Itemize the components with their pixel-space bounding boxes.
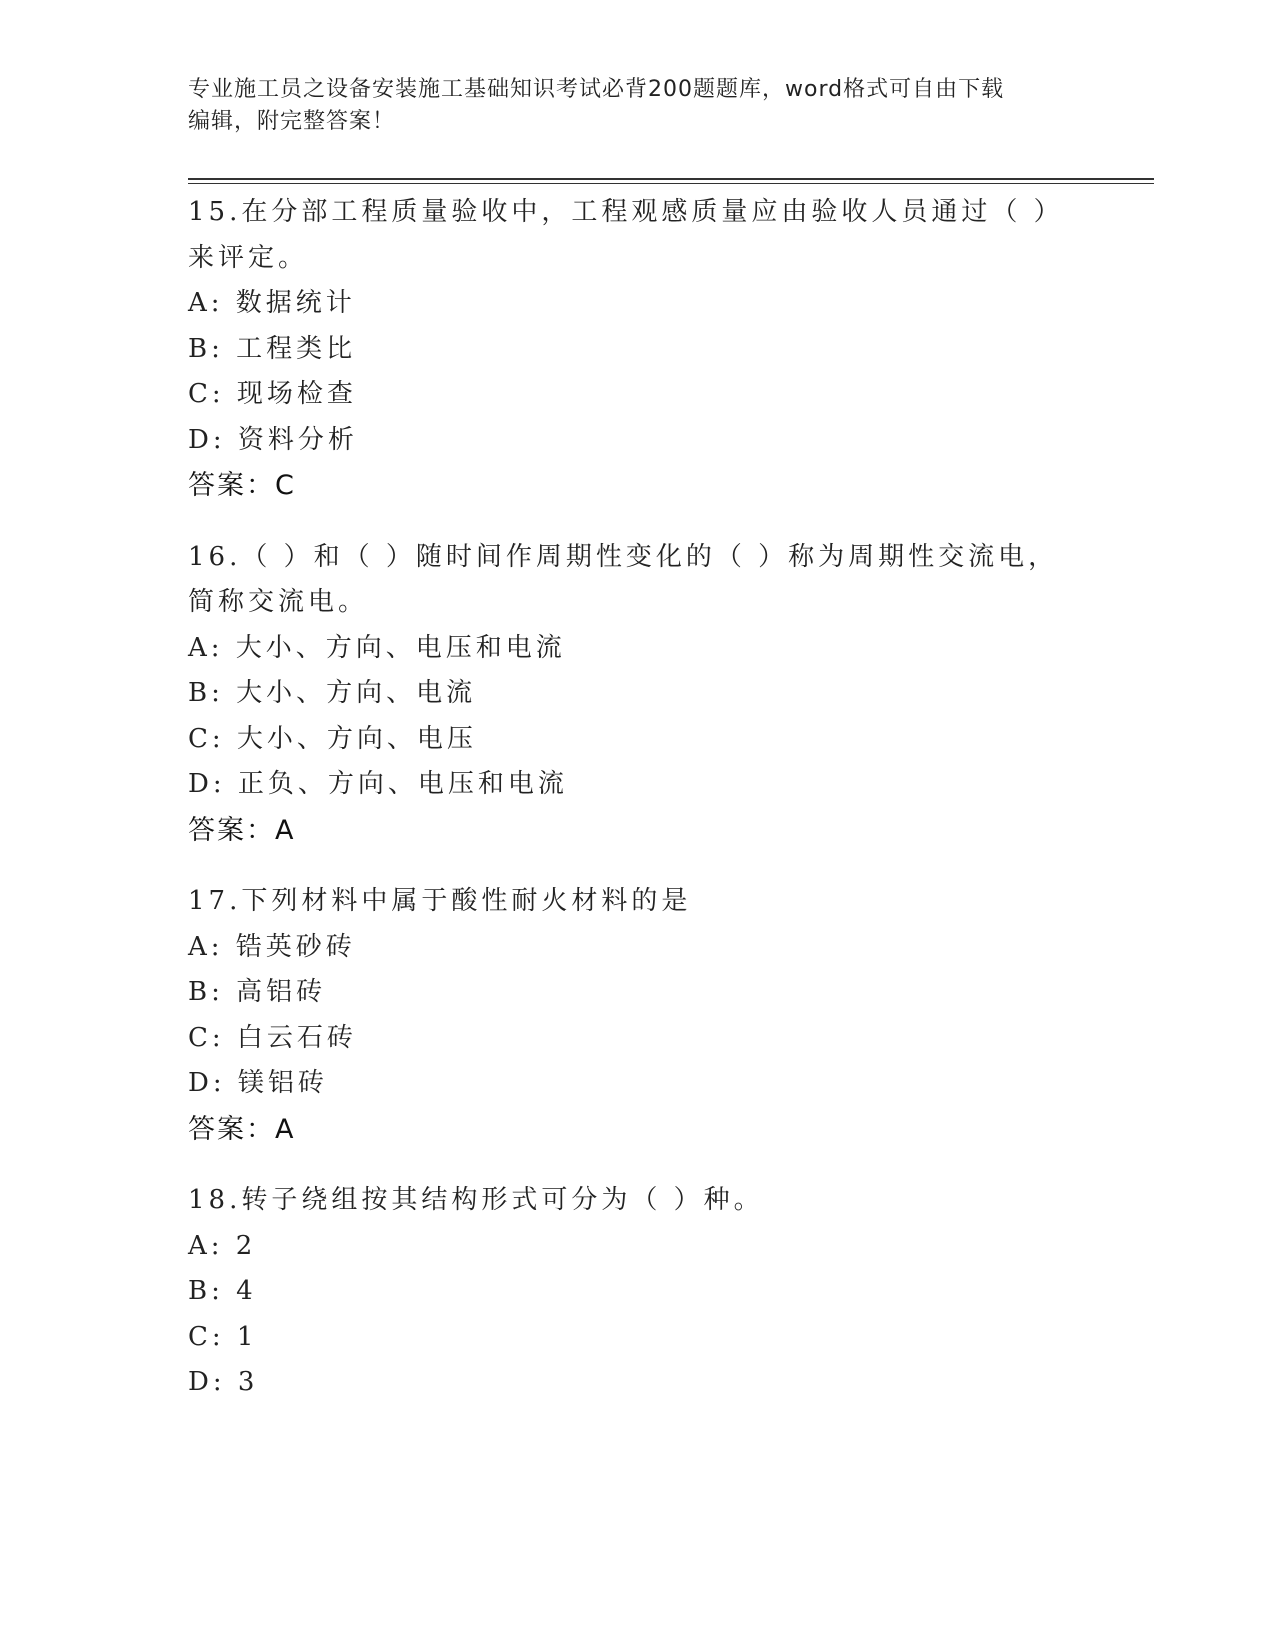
header-line-1: 专业施工员之设备安装施工基础知识考试必背200题题库，word格式可自由下载 bbox=[188, 77, 1005, 102]
option-c: C: 1 bbox=[188, 1321, 258, 1352]
header-divider-thick bbox=[188, 178, 1154, 180]
option-b: B: 高铝砖 bbox=[188, 977, 327, 1007]
option-c: C: 白云石砖 bbox=[188, 1022, 357, 1053]
option-a: A: 数据统计 bbox=[188, 288, 356, 318]
option-d: D: 3 bbox=[188, 1367, 259, 1397]
option-a: A: 锆英砂砖 bbox=[188, 931, 356, 962]
option-a: A: 大小、方向、电压和电流 bbox=[188, 632, 566, 663]
option-b: B: 大小、方向、电流 bbox=[188, 678, 477, 708]
option-b: B: 工程类比 bbox=[188, 333, 357, 364]
option-d: D: 资料分析 bbox=[188, 424, 358, 455]
question-stem: 18.转子绕组按其结构形式可分为（ ）种。 bbox=[188, 1185, 764, 1215]
option-a: A: 2 bbox=[188, 1230, 257, 1261]
option-b: B: 4 bbox=[188, 1276, 257, 1306]
answer: 答案：A bbox=[188, 1113, 296, 1145]
answer: 答案：A bbox=[188, 814, 296, 846]
option-d: D: 镁铝砖 bbox=[188, 1068, 328, 1098]
question-stem: 17.下列材料中属于酸性耐火材料的是 bbox=[188, 886, 692, 916]
question-16 bbox=[188, 535, 1068, 854]
header-line-2: 编辑，附完整答案！ bbox=[188, 109, 396, 134]
question-18 bbox=[188, 1178, 1068, 1406]
question-stem: 15.在分部工程质量验收中，工程观感质量应由验收人员通过（ ）来评定。 bbox=[188, 197, 1064, 273]
question-15 bbox=[188, 190, 1068, 509]
question-stem: 16.（ ）和（ ）随时间作周期性变化的（ ）称为周期性交流电，简称交流电。 bbox=[188, 541, 1059, 617]
option-c: C: 大小、方向、电压 bbox=[188, 723, 477, 754]
answer: 答案：C bbox=[188, 470, 296, 501]
question-17 bbox=[188, 879, 1068, 1152]
option-c: C: 现场检查 bbox=[188, 379, 357, 409]
document-header bbox=[188, 74, 1068, 138]
header-divider-thin bbox=[188, 183, 1154, 184]
question-list bbox=[188, 190, 1068, 1432]
option-d: D: 正负、方向、电压和电流 bbox=[188, 769, 568, 799]
